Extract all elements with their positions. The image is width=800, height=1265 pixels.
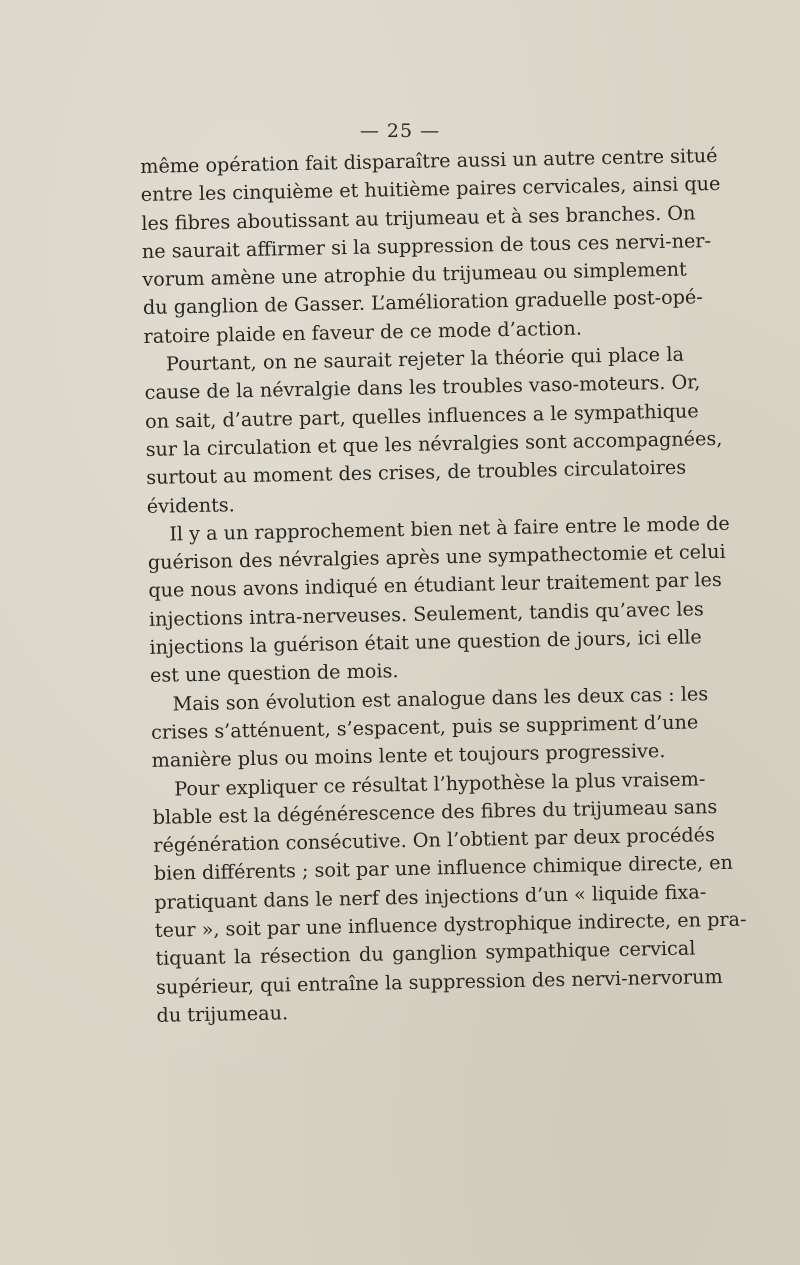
page-number: — 25 — <box>359 120 441 142</box>
text-line: ratoire plaide en faveur de ce mode d’action. <box>143 316 583 348</box>
text-line: manière plus ou moins lente et toujours progressive. <box>151 739 666 773</box>
text-line: Pourtant, on ne saurait rejeter la théorie qui place la <box>165 342 685 376</box>
text-line: crises s’atténuent, s’espacent, puis se suppriment d’une <box>150 710 699 744</box>
text-line: Il y a un rapprochement bien net à faire entre le mode de <box>169 511 730 546</box>
body-text <box>140 143 747 1030</box>
text-line: on sait, d’autre part, quelles influences a le sympathique <box>144 398 699 433</box>
text-line: blable est la dégénérescence des fibres du trijumeau sans <box>152 794 718 829</box>
text-line: guérison des névralgies après une sympathectomie et celui <box>147 539 726 575</box>
text-line: surtout au moment des crises, de troubles circulatoires <box>146 455 687 490</box>
text-line: vorum amène une atrophie du trijumeau ou simplement <box>142 257 687 292</box>
text-line: teur », soit par une influence dystrophique indirecte, en pra- <box>154 907 747 942</box>
text-line: bien différents ; soit par une influence chimique directe, en <box>153 851 734 886</box>
text-line: ne saurait affirmer si la suppression de tous ces nervi-ner- <box>141 228 712 263</box>
text-line: tiquant la résection du ganglion sympathique cervical <box>155 936 696 971</box>
text-line: supérieur, qui entraîne la suppression des nervi-nervorum <box>155 964 723 999</box>
text-line: évidents. <box>146 492 235 518</box>
text-line: pratiquant dans le nerf des injections d’un « liquide fixa- <box>154 879 707 914</box>
text-line: Mais son évolution est analogue dans les deux cas : les <box>172 681 709 716</box>
text-line: les fibres aboutissant au trijumeau et à ses branches. On <box>141 200 696 235</box>
text-line: du ganglion de Gasser. L’amélioration graduelle post-opé- <box>142 285 703 320</box>
text-line: régénération consécutive. On l’obtient par deux procédés <box>153 823 716 857</box>
text-line: est une question de mois. <box>149 659 399 688</box>
text-line: sur la circulation et que les névralgies sont accompagnées, <box>145 426 723 461</box>
text-line: injections la guérison était une question de jours, ici elle <box>149 625 702 659</box>
text-line: Pour expliquer ce résultat l’hypothèse la plus vraisem- <box>173 766 706 800</box>
text-line: que nous avons indiqué en étudiant leur traitement par les <box>148 568 722 603</box>
text-line: cause de la névralgie dans les troubles vaso-moteurs. Or, <box>144 370 701 405</box>
text-line: entre les cinquième et huitième paires cervicales, ainsi que <box>140 172 721 207</box>
text-line: même opération fait disparaître aussi un autre centre situé <box>140 143 718 178</box>
text-line: du trijumeau. <box>156 1001 289 1027</box>
text-line: injections intra-nerveuses. Seulement, tandis qu’avec les <box>148 597 704 631</box>
